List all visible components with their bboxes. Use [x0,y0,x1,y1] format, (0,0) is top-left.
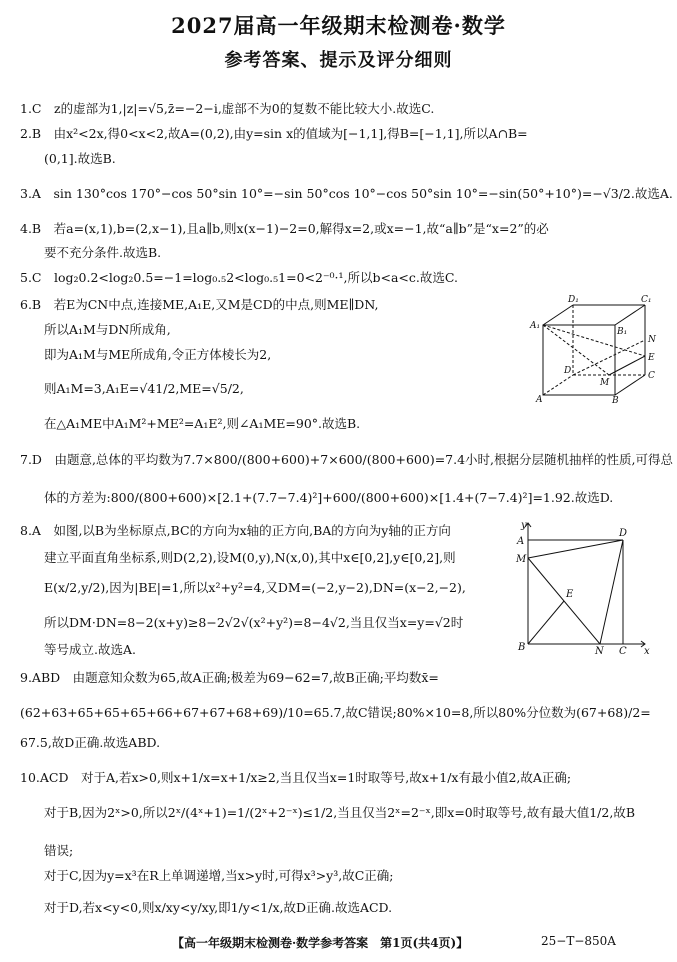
answer-line: 3.A sin 130°cos 170°−cos 50°sin 10°=−sin 50°cos 10°−cos 50°sin 10°=−sin(50°+10°)=−√3/2.故选A. [20,186,673,201]
footer-code: 25−T−850A [541,934,616,948]
answer-line: 错误; [44,843,74,858]
coord-label: E [566,589,574,600]
coord-label: C [619,646,627,656]
coord-label: B [518,642,526,653]
cube-label: N [648,335,656,345]
cube-figure [528,290,660,404]
footer-text: 【高一年级期末检测卷·数学参考答案 第1页(共4页)】 [172,936,469,950]
answer-line: 对于B,因为2ˣ>0,所以2ˣ/(4ˣ+1)=1/(2ˣ+2⁻ˣ)≤1/2,当且仅当2ˣ=2⁻ˣ,即x=0时取等号,故有最大值1/2,故B [44,805,636,820]
answer-line: 10.ACD 对于A,若x>0,则x+1/x=x+1/x≥2,当且仅当x=1时取等号,故x+1/x有最小值2,故A正确; [20,770,572,785]
answer-line: 等号成立.故选A. [44,642,136,657]
coord-label: y [521,520,527,531]
answer-line: 即为A₁M与ME所成角,令正方体棱长为2, [44,347,272,362]
coord-label: D [619,528,628,539]
answer-line: 67.5,故D正确.故选ABD. [20,735,161,750]
answer-line: (0,1].故选B. [44,151,116,166]
answer-line: 对于C,因为y=x³在R上单调递增,当x>y时,可得x³>y³,故C正确; [44,868,394,883]
cube-label: B₁ [617,327,628,337]
coord-label: N [595,646,604,656]
answer-line: 则A₁M=3,A₁E=√41/2,ME=√5/2, [44,381,244,396]
answer-line: 建立平面直角坐标系,则D(2,2),设M(0,y),N(x,0),其中x∈[0,2],y∈[0,2],则 [44,550,456,565]
answer-line: E(x/2,y/2),因为|BE|=1,所以x²+y²=4,又DM=(−2,y−2),DN=(x−2,−2), [44,580,466,595]
cube-label: D₁ [568,295,579,305]
answer-line: 对于D,若x<y<0,则x/xy<y/xy,即1/y<1/x,故D正确.故选ACD. [44,900,393,915]
coord-label: x [644,646,650,656]
answer-line: 所以DM·DN=8−2(x+y)≥8−2√2√(x²+y²)=8−4√2,当且仅当x=y=√2时 [44,615,464,630]
answer-line: 在△A₁ME中A₁M²+ME²=A₁E²,则∠A₁ME=90°.故选B. [44,416,361,431]
answer-line: 7.D 由题意,总体的平均数为7.7×800/(800+600)+7×600/(800+600)=7.4小时,根据分层随机抽样的性质,可得总 [20,452,674,467]
cube-label: C₁ [641,295,652,305]
answer-line: 8.A 如图,以B为坐标原点,BC的方向为x轴的正方向,BA的方向为y轴的正方向 [20,523,451,538]
cube-label: A [536,395,543,404]
answer-line: 1.C z的虚部为1,|z|=√5,z̄=−2−i,虚部不为0的复数不能比较大小.故选C. [20,101,435,116]
cube-label: M [600,378,610,388]
answer-line: 9.ABD 由题意知众数为65,故A正确;极差为69−62=7,故B正确;平均数x̄= [20,670,439,685]
answer-line: 5.C log₂0.2<log₂0.5=−1=log₀.₅2<log₀.₅1=0<2⁻⁰·¹,所以b<a<c.故选C. [20,270,458,285]
answer-line: 体的方差为:800/(800+600)×[2.1+(7.7−7.4)²]+600/(800+600)×[1.4+(7−7.4)²]=1.92.故选D. [44,490,614,505]
answer-line: 所以A₁M与DN所成角, [44,322,171,337]
answer-line: 要不充分条件.故选B. [44,245,162,260]
coordinate-figure [513,518,653,656]
answer-line: 6.B 若E为CN中点,连接ME,A₁E,又M是CD的中点,则ME∥DN, [20,297,379,312]
cube-label: D [564,366,572,376]
page-title: 2027届高一年级期末检测卷·数学 [171,13,506,38]
answer-line: 4.B 若a=(x,1),b=(2,x−1),且a∥b,则x(x−1)−2=0,解得x=2,或x=−1,故“a∥b”是“x=2”的必 [20,221,549,236]
cube-label: E [648,353,655,363]
coord-label: A [517,536,525,547]
cube-label: C [648,371,655,381]
answer-line: (62+63+65+65+65+66+67+67+68+69)/10=65.7,故C错误;80%×10=8,所以80%分位数为(67+68)/2= [20,705,651,720]
answer-line: 2.B 由x²<2x,得0<x<2,故A=(0,2),由y=sin x的值域为[−1,1],得B=[−1,1],所以A∩B= [20,126,528,141]
cube-label: A₁ [530,321,541,331]
page-subtitle: 参考答案、提示及评分细则 [224,50,453,71]
cube-label: B [612,396,619,404]
coord-label: M [516,554,527,565]
